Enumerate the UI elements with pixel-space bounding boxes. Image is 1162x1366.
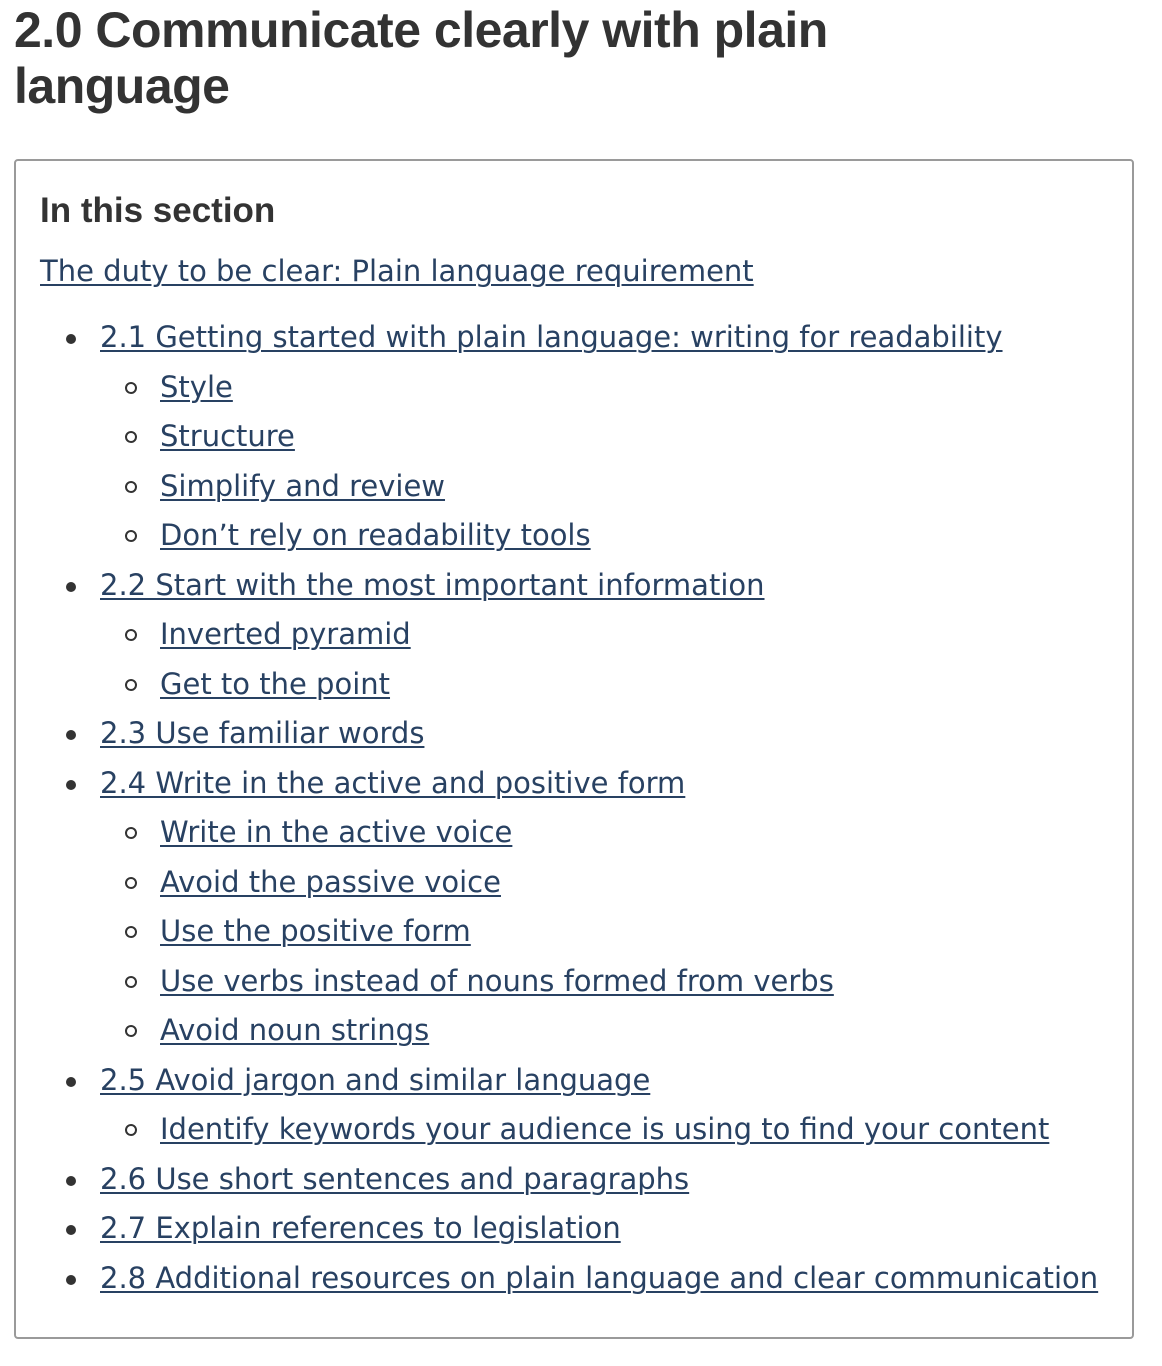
toc-section-link[interactable]: 2.8 Additional resources on plain language and clear communication xyxy=(100,1260,1099,1295)
bullet-circle-icon xyxy=(125,926,137,938)
toc-subsection-link[interactable]: Simplify and review xyxy=(160,468,446,503)
bullet-circle-icon xyxy=(125,382,137,394)
bullet-disc-icon xyxy=(66,334,76,344)
bullet-circle-icon xyxy=(125,1025,137,1037)
toc-subsection-link[interactable]: Write in the active voice xyxy=(160,815,513,849)
bullet-circle-icon xyxy=(125,1124,137,1136)
toc-subsection-link[interactable]: Use the positive form xyxy=(160,914,471,948)
bullet-disc-icon xyxy=(66,1077,76,1087)
bullet-circle-icon xyxy=(125,629,137,641)
toc-subsection-link[interactable]: Use verbs instead of nouns formed from verbs xyxy=(160,963,834,998)
toc-section-link[interactable]: 2.2 Start with the most important information xyxy=(100,567,765,602)
bullet-disc-icon xyxy=(66,582,76,592)
bullet-disc-icon xyxy=(66,1176,76,1186)
toc-subsection-link[interactable]: Identify keywords your audience is using to find your content xyxy=(160,1112,1050,1146)
bullet-disc-icon xyxy=(66,1225,76,1235)
bullet-disc-icon xyxy=(66,780,76,790)
toc-section-link[interactable]: 2.3 Use familiar words xyxy=(100,716,425,750)
bullet-disc-icon xyxy=(66,730,76,740)
toc-section-link[interactable]: 2.1 Getting started with plain language: writing for readability xyxy=(100,320,1003,354)
toc-subsection-link[interactable]: Get to the point xyxy=(160,666,391,701)
toc-subsection-link[interactable]: Structure xyxy=(160,419,295,453)
toc-subsection-link[interactable]: Avoid the passive voice xyxy=(160,864,501,899)
toc-main-link[interactable]: The duty to be clear: Plain language requirement xyxy=(40,254,754,288)
toc-subsection-link[interactable]: Don’t rely on readability tools xyxy=(160,518,591,552)
bullet-circle-icon xyxy=(125,827,137,839)
bullet-circle-icon xyxy=(125,530,137,542)
toc-subsection-link[interactable]: Avoid noun strings xyxy=(160,1013,430,1047)
toc-section-link[interactable]: 2.7 Explain references to legislation xyxy=(100,1211,621,1245)
bullet-circle-icon xyxy=(125,481,137,493)
toc-subsection-link[interactable]: Inverted pyramid xyxy=(160,617,411,651)
toc-section-link[interactable]: 2.5 Avoid jargon and similar language xyxy=(100,1062,651,1097)
bullet-circle-icon xyxy=(125,431,137,443)
bullet-circle-icon xyxy=(125,877,137,889)
bullet-disc-icon xyxy=(66,1275,76,1285)
page-title: 2.0 Communicate clearly with plain language xyxy=(14,2,828,114)
toc-heading: In this section xyxy=(40,191,276,230)
section-toc xyxy=(14,159,1134,1339)
toc-section-link[interactable]: 2.6 Use short sentences and paragraphs xyxy=(100,1161,690,1196)
toc-subsection-link[interactable]: Style xyxy=(160,369,233,404)
bullet-circle-icon xyxy=(125,976,137,988)
toc-section-link[interactable]: 2.4 Write in the active and positive form xyxy=(100,765,686,800)
bullet-circle-icon xyxy=(125,679,137,691)
